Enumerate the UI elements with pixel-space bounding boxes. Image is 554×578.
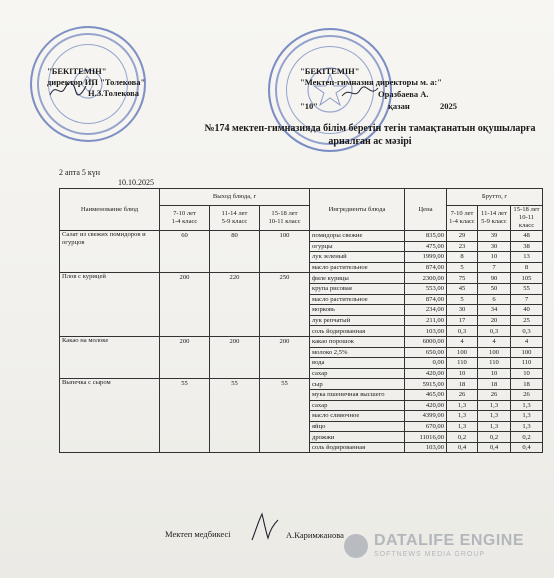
ingredient-name: крупа рисовая [310,283,405,294]
right-signature-icon [340,84,380,102]
gross-weight: 90 [478,273,511,284]
right-approve-label: "БЕКІТЕМІН" [300,66,360,76]
dish-name: Плов с курицей [60,273,160,337]
gross-weight: 10 [478,252,511,263]
gross-weight: 1,3 [478,411,511,422]
gross-weight: 100 [478,347,511,358]
ingredient-price: 553,00 [405,283,447,294]
header-gross: Брутто, г [447,189,543,206]
age-classes: 1-4 класс [171,218,198,225]
watermark-sub: SOFTNEWS MEDIA GROUP [374,551,486,558]
ingredient-price: 465,00 [405,389,447,400]
gross-weight: 26 [478,389,511,400]
gross-weight: 26 [511,389,543,400]
ingredient-name: сыр [310,379,405,390]
header-age-group [210,206,260,231]
left-signature-icon [48,80,88,100]
gross-weight: 1,3 [511,421,543,432]
gross-weight: 1,3 [447,411,478,422]
ingredient-name: молоко 2,5% [310,347,405,358]
dish-output: 60 [160,231,210,273]
gross-weight: 17 [447,315,478,326]
ingredient-price: 211,00 [405,315,447,326]
header-age-group [511,206,543,231]
watermark-brand: DATALIFE ENGINE [374,532,525,549]
gross-weight: 110 [511,358,543,369]
ingredient-price: 650,00 [405,347,447,358]
dish-output: 200 [160,336,210,378]
nurse-signature-icon [246,508,280,542]
gross-weight: 0,2 [511,432,543,443]
header-age-group [447,206,478,231]
ingredient-name: лук репчатый [310,315,405,326]
header-age-group [260,206,310,231]
gross-weight: 110 [478,358,511,369]
age-classes: 10-11 класс [518,214,535,229]
menu-table [59,188,543,453]
week-day-label: 2 апта 5 күн [59,168,101,177]
left-position: директор ИП "Толекова" [47,77,146,87]
gross-weight: 34 [478,305,511,316]
ingredient-name: помидоры свежие [310,231,405,242]
right-position: "Мектеп-гимназия директоры м. а:" [300,77,442,87]
gross-weight: 8 [511,262,543,273]
ingredient-name: дрожжи [310,432,405,443]
ingredient-price: 6000,00 [405,336,447,347]
menu-date: 10.10.2025 [118,178,154,187]
header-price: Цена [405,189,447,231]
dish-output: 200 [210,336,260,378]
ingredient-price: 0,00 [405,358,447,369]
ingredient-price: 103,00 [405,326,447,337]
ingredient-name: сахар [310,400,405,411]
gross-weight: 30 [478,241,511,252]
left-approve-label: "БЕКІТЕМІН" [47,66,107,76]
ingredient-price: 5915,00 [405,379,447,390]
dish-output: 55 [160,379,210,453]
gross-weight: 18 [511,379,543,390]
gross-weight: 1,3 [447,400,478,411]
gross-weight: 13 [511,252,543,263]
ingredient-price: 874,00 [405,294,447,305]
dish-output: 200 [160,273,210,337]
ingredient-name: огурцы [310,241,405,252]
age-years: 7-10 лет [173,210,196,217]
gross-weight: 0,4 [511,442,543,453]
dish-name: Какао на молоке [60,336,160,378]
ingredient-name: масло растительное [310,294,405,305]
dish-output: 200 [260,336,310,378]
ingredient-name: лук зеленый [310,252,405,263]
gross-weight: 100 [511,347,543,358]
gross-weight: 75 [447,273,478,284]
ingredient-price: 11016,00 [405,432,447,443]
approve-date-year: 2025 [440,101,457,111]
approve-date-month: қазан [388,101,410,111]
ingredient-name: морковь [310,305,405,316]
age-classes: 10-11 класс [268,218,301,225]
table-row [60,273,543,284]
table-row [60,336,543,347]
dish-output: 250 [260,273,310,337]
dish-output: 55 [210,379,260,453]
dish-output: 220 [210,273,260,337]
gross-weight: 26 [447,389,478,400]
gross-weight: 18 [478,379,511,390]
ingredient-price: 670,00 [405,421,447,432]
datalife-logo-icon [344,534,368,558]
nurse-role: Мектеп медбикесі [165,529,231,539]
gross-weight: 25 [511,315,543,326]
left-name: Н.З.Толекова [88,88,139,98]
ingredient-name: сахар [310,368,405,379]
dish-name: Выпечка с сыром [60,379,160,453]
gross-weight: 5 [447,294,478,305]
age-classes: 5-9 класс [481,218,507,225]
dish-output: 80 [210,231,260,273]
gross-weight: 29 [447,231,478,242]
gross-weight: 6 [478,294,511,305]
gross-weight: 10 [478,368,511,379]
gross-weight: 7 [478,262,511,273]
age-years: 11-14 лет [221,210,248,217]
ingredient-price: 234,00 [405,305,447,316]
gross-weight: 1,3 [478,400,511,411]
gross-weight: 23 [447,241,478,252]
ingredient-price: 835,00 [405,231,447,242]
gross-weight: 5 [447,262,478,273]
table-row [60,379,543,390]
approve-date-day: "10" [300,101,318,111]
header-age-group [478,206,511,231]
ingredient-name: мука пшеничная высшего [310,389,405,400]
gross-weight: 20 [478,315,511,326]
ingredient-name: вода [310,358,405,369]
right-name: Оразбаева А. [378,89,429,99]
gross-weight: 0,2 [478,432,511,443]
gross-weight: 1,3 [478,421,511,432]
dish-name: Салат из свежих помидоров и огурцов [60,231,160,273]
gross-weight: 0,2 [447,432,478,443]
gross-weight: 38 [511,241,543,252]
gross-weight: 7 [511,294,543,305]
header-age-group [160,206,210,231]
gross-weight: 0,4 [478,442,511,453]
ingredient-price: 103,00 [405,442,447,453]
header-dish: Наименование блюд [60,189,160,231]
gross-weight: 50 [478,283,511,294]
gross-weight: 1,3 [447,421,478,432]
gross-weight: 0,3 [447,326,478,337]
table-row [60,231,543,242]
gross-weight: 4 [478,336,511,347]
gross-weight: 4 [511,336,543,347]
gross-weight: 110 [447,358,478,369]
gross-weight: 1,3 [511,411,543,422]
gross-weight: 0,3 [511,326,543,337]
gross-weight: 39 [478,231,511,242]
ingredient-name: какао порошок [310,336,405,347]
gross-weight: 0,3 [478,326,511,337]
ingredient-name: яйцо [310,421,405,432]
ingredient-price: 874,00 [405,262,447,273]
ingredient-name: филе курицы [310,273,405,284]
gross-weight: 18 [447,379,478,390]
nurse-name: А.Каримжанова [286,530,344,540]
age-years: 11-14 лет [481,210,507,217]
gross-weight: 48 [511,231,543,242]
gross-weight: 100 [447,347,478,358]
ingredient-name: масло растительное [310,262,405,273]
page-title: №174 мектеп-гимназияда білім беретін тегін тамақтанатын оқушыларға арналған ас мәзірі [204,123,536,147]
ingredient-price: 420,00 [405,400,447,411]
ingredient-name: соль йодированная [310,326,405,337]
ingredient-price: 2300,00 [405,273,447,284]
ingredient-price: 420,00 [405,368,447,379]
dish-output: 55 [260,379,310,453]
gross-weight: 8 [447,252,478,263]
age-years: 7-10 лет [450,210,474,217]
gross-weight: 40 [511,305,543,316]
gross-weight: 10 [447,368,478,379]
dish-output: 100 [260,231,310,273]
gross-weight: 10 [511,368,543,379]
gross-weight: 0,4 [447,442,478,453]
ingredient-name: масло сливочное [310,411,405,422]
ingredient-name: соль йодированная [310,442,405,453]
ingredient-price: 4399,00 [405,411,447,422]
gross-weight: 45 [447,283,478,294]
age-classes: 1-4 класс [449,218,475,225]
ingredient-price: 1999,00 [405,252,447,263]
header-ingredients: Ингредиенты блюда [310,189,405,231]
header-output: Выход блюда, г [160,189,310,206]
gross-weight: 105 [511,273,543,284]
gross-weight: 55 [511,283,543,294]
gross-weight: 30 [447,305,478,316]
ingredient-price: 475,00 [405,241,447,252]
age-years: 15-18 лет [513,206,540,213]
gross-weight: 1,3 [511,400,543,411]
age-years: 15-18 лет [271,210,298,217]
watermark [344,532,532,562]
age-classes: 5-9 класс [221,218,248,225]
gross-weight: 4 [447,336,478,347]
